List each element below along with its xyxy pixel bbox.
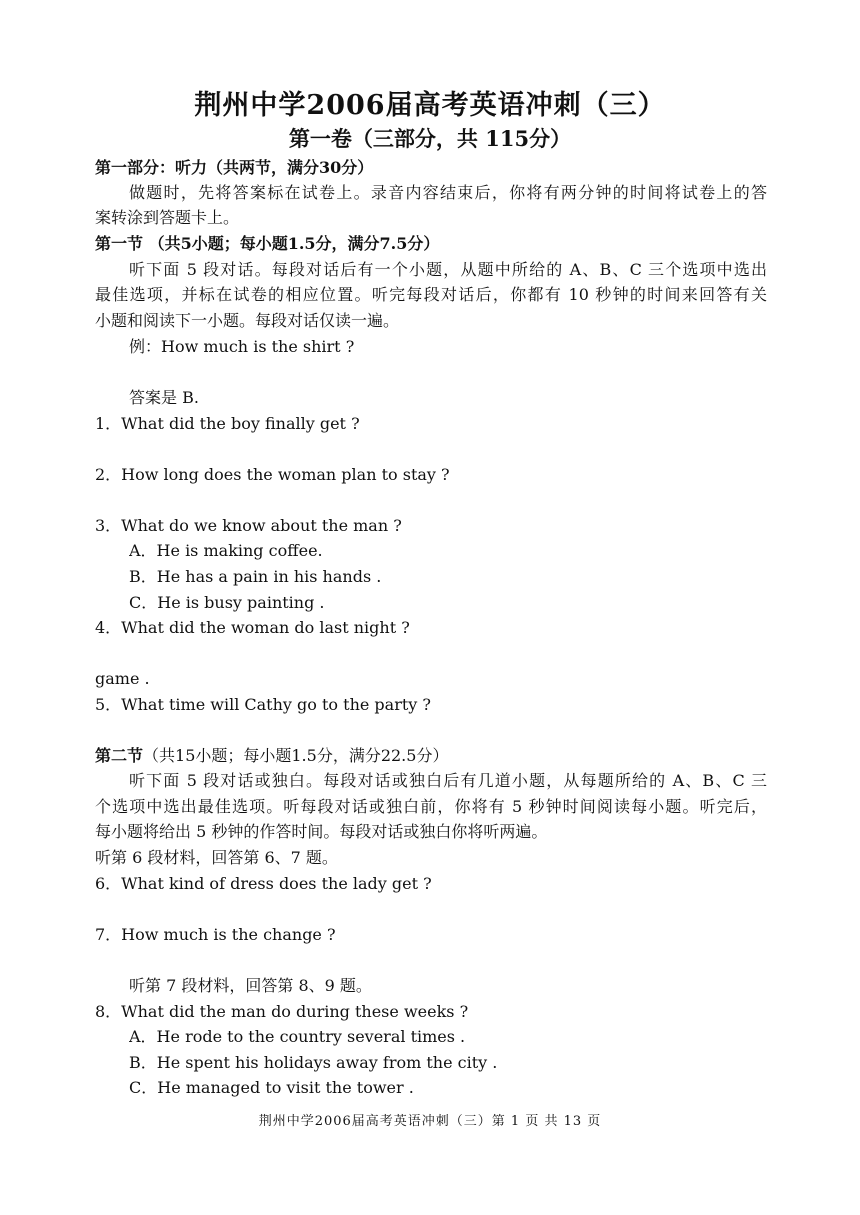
page-footer: 荆州中学2006届高考英语冲刺（三）第 1 页 共 13 页 <box>258 1114 602 1129</box>
question-stem: 1．What did the boy finally get ? <box>95 414 360 433</box>
option-c: C．He is busy painting . <box>129 593 325 612</box>
question-stem: 4．What did the woman do last night ? <box>95 618 410 637</box>
example-question: 例：How much is the shirt ? <box>129 337 355 356</box>
example-answer: 答案是 B. <box>129 388 199 407</box>
question-stem: 8．What did the man do during these weeks ? <box>95 1002 469 1021</box>
material-7-instruction: 听第 7 段材料，回答第 8、9 题。 <box>129 976 372 995</box>
option-b: B．He has a pain in his hands . <box>129 567 382 586</box>
section1-intro-line3: 小题和阅读下一小题。每段对话仅读一遍。 <box>95 311 400 330</box>
option-c: C．He managed to visit the tower . <box>129 1078 414 1097</box>
part1-intro-line1: 做题时，先将答案标在试卷上。录音内容结束后，你将有两分钟的时间将试卷上的答 <box>129 183 767 202</box>
exam-subtitle: 第一卷（三部分，共 115分） <box>288 126 572 151</box>
material-6-instruction: 听第 6 段材料，回答第 6、7 题。 <box>95 848 338 867</box>
option-a: A．He is making coffee. <box>129 541 323 560</box>
part1-heading: 第一部分：听力（共两节，满分30分） <box>95 158 374 177</box>
section2-heading-label: 第二节 <box>95 746 144 765</box>
option-continuation: game . <box>95 669 150 688</box>
section2-intro-line1: 听下面 5 段对话或独白。每段对话或独白后有几道小题，从每题所给的 A、B、C 三 <box>129 771 767 790</box>
section2-heading-detail: （共15小题；每小题1.5分，满分22.5分） <box>143 746 449 765</box>
question-stem: 5．What time will Cathy go to the party ? <box>95 695 431 714</box>
question-stem: 2．How long does the woman plan to stay ? <box>95 465 450 484</box>
question-stem: 3．What do we know about the man ? <box>95 516 402 535</box>
section1-heading: 第一节 （共5小题；每小题1.5分，满分7.5分） <box>95 234 440 253</box>
section2-heading <box>95 743 767 768</box>
question-stem: 6．What kind of dress does the lady get ? <box>95 874 432 893</box>
section1-intro-line2: 最佳选项，并标在试卷的相应位置。听完每段对话后，你都有 10 秒钟的时间来回答有关 <box>95 285 767 304</box>
section2-intro-line3: 每小题将给出 5 秒钟的作答时间。每段对话或独白你将听两遍。 <box>95 822 548 841</box>
question-stem: 7．How much is the change ? <box>95 925 336 944</box>
exam-title: 荆州中学2006届高考英语冲刺（三） <box>194 90 666 121</box>
section1-intro-line1: 听下面 5 段对话。每段对话后有一个小题，从题中所给的 A、B、C 三个选项中选出 <box>129 260 767 279</box>
part1-intro-line2: 案转涂到答题卡上。 <box>95 208 240 227</box>
option-b: B．He spent his holidays away from the city . <box>129 1053 498 1072</box>
section2-intro-line2: 个选项中选出最佳选项。听每段对话或独白前，你将有 5 秒钟时间阅读每小题。听完后， <box>95 797 767 816</box>
option-a: A．He rode to the country several times . <box>129 1027 466 1046</box>
